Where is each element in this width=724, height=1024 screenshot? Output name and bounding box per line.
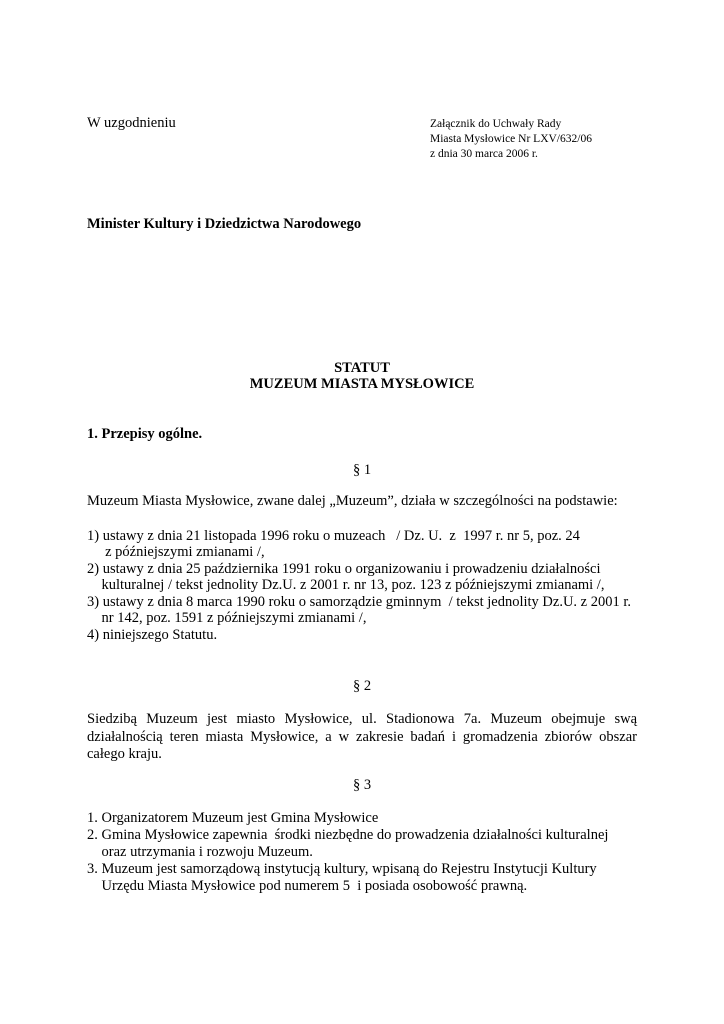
list-line: 3. Muzeum jest samorządową instytucją kultury, wpisaną do Rejestru Instytucji Kultury (87, 861, 597, 877)
title-statut: STATUT (334, 360, 390, 376)
paragraph-mark-2: § 2 (352, 678, 372, 694)
list-line: z późniejszymi zmianami /, (87, 544, 265, 560)
agreement-label: W uzgodnieniu (87, 115, 176, 131)
list-line: 2. Gmina Mysłowice zapewnia środki niezbędne do prowadzenia działalności kulturalnej (87, 827, 609, 843)
section-heading: 1. Przepisy ogólne. (87, 426, 203, 442)
list-line: oraz utrzymania i rozwoju Muzeum. (87, 844, 313, 860)
list-line: 2) ustawy z dnia 25 października 1991 roku o organizowaniu i prowadzeniu działalności (87, 561, 601, 577)
minister-heading: Minister Kultury i Dziedzictwa Narodowego (87, 216, 362, 232)
list-line: nr 142, poz. 1591 z późniejszymi zmianami /, (87, 610, 367, 626)
list-line: Urzędu Miasta Mysłowice pod numerem 5 i posiada osobowość prawną. (87, 878, 528, 894)
paragraph-1-intro: Muzeum Miasta Mysłowice, zwane dalej „Muzeum”, działa w szczególności na podstawie: (87, 493, 618, 509)
paragraph-2-text: Siedzibą Muzeum jest miasto Mysłowice, ul. Stadionowa 7a. Muzeum obejmuje swą działalnością teren miasta Mysłowice, a w zakresie badań i gromadzenia zbiorów obszar całego kraju. (87, 711, 637, 762)
list-line: 1. Organizatorem Muzeum jest Gmina Mysłowice (87, 810, 379, 826)
list-line: 1) ustawy z dnia 21 listopada 1996 roku o muzeach / Dz. U. z 1997 r. nr 5, poz. 24 (87, 528, 580, 544)
annex-line-1: Załącznik do Uchwały Rady (430, 118, 562, 130)
list-line: 4) niniejszego Statutu. (87, 627, 218, 643)
list-line: kulturalnej / tekst jednolity Dz.U. z 2001 r. nr 13, poz. 123 z późniejszymi zmianami /, (87, 577, 605, 593)
paragraph-mark-1: § 1 (352, 462, 372, 478)
annex-line-3: z dnia 30 marca 2006 r. (430, 148, 538, 160)
list-line: 3) ustawy z dnia 8 marca 1990 roku o samorządzie gminnym / tekst jednolity Dz.U. z 2001 r. (87, 594, 632, 610)
annex-line-2: Miasta Mysłowice Nr LXV/632/06 (430, 133, 592, 145)
title-museum: MUZEUM MIASTA MYSŁOWICE (249, 376, 475, 392)
paragraph-mark-3: § 3 (352, 777, 372, 793)
